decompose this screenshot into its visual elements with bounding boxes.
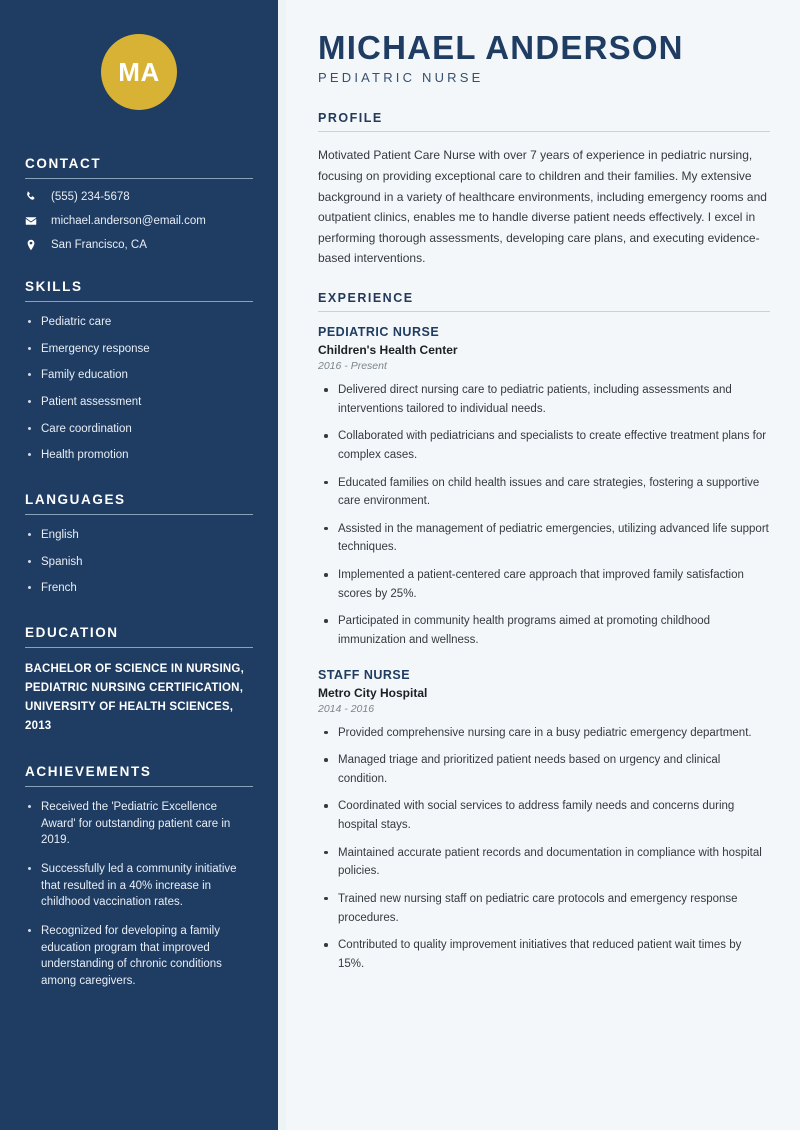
experience-bullet-list: [318, 724, 770, 974]
list-item: Managed triage and prioritized patient needs based on urgency and clinical condition.: [318, 751, 770, 788]
list-item: Coordinated with social services to address family needs and concerns during hospital stays.: [318, 797, 770, 834]
main-content: [286, 0, 800, 1130]
profile-text: Motivated Patient Care Nurse with over 7 years of experience in pediatric nursing, focusing on providing exceptional care to children and their families. My extensive background in a variety of healthcare environments, including emergency rooms and outpatient clinics, enables me to handle diverse patient needs effectively. I excel in performing thorough assessments, developing care plans, and executing evidence-based interventions.: [318, 148, 767, 266]
list-item: Pediatric care: [25, 314, 253, 331]
contact-item-phone[interactable]: [25, 191, 253, 203]
languages-section: [25, 492, 253, 597]
list-item: Implemented a patient-centered care approach that improved family satisfaction scores by 25%.: [318, 566, 770, 603]
list-item: Contributed to quality improvement initiatives that reduced patient wait times by 15%.: [318, 936, 770, 973]
phone-icon: [25, 191, 43, 203]
experience-section: [318, 291, 770, 973]
education-section: [25, 625, 253, 736]
list-item: Health promotion: [25, 447, 253, 464]
list-item: Recognized for developing a family education program that improved understanding of chronic conditions among caregivers.: [25, 923, 253, 990]
list-item: Family education: [25, 367, 253, 384]
contact-phone-value: (555) 234-5678: [51, 191, 130, 203]
profile-section: [318, 111, 770, 269]
sidebar-main-separator: [278, 0, 286, 1130]
page-title: MICHAEL ANDERSON: [318, 29, 684, 66]
list-item: Collaborated with pediatricians and specialists to create effective treatment plans for complex cases.: [318, 427, 770, 464]
education-line: UNIVERSITY OF HEALTH SCIENCES, 2013: [25, 700, 234, 732]
experience-job-title: STAFF NURSE: [318, 667, 411, 682]
contact-divider: [25, 178, 253, 179]
achievements-heading: ACHIEVEMENTS: [25, 763, 152, 779]
skills-list: [25, 314, 253, 464]
experience-entry: [318, 668, 770, 974]
profile-heading: PROFILE: [318, 111, 383, 126]
experience-dates: 2016 - Present: [318, 360, 387, 373]
education-details: [25, 660, 253, 736]
list-item: French: [25, 580, 253, 597]
experience-job-title: PEDIATRIC NURSE: [318, 325, 440, 340]
skills-divider: [25, 301, 253, 302]
contact-section: [25, 156, 253, 251]
list-item: Provided comprehensive nursing care in a busy pediatric emergency department.: [318, 724, 770, 743]
list-item: Care coordination: [25, 421, 253, 438]
languages-heading: LANGUAGES: [25, 492, 126, 508]
profile-divider: [318, 131, 770, 132]
experience-dates: 2014 - 2016: [318, 702, 375, 715]
list-item: Spanish: [25, 554, 253, 571]
list-item: English: [25, 527, 253, 544]
avatar-container: [25, 0, 253, 120]
experience-heading: EXPERIENCE: [318, 291, 414, 306]
experience-company: Children's Health Center: [318, 343, 458, 358]
education-divider: [25, 647, 253, 648]
list-item: Patient assessment: [25, 394, 253, 411]
envelope-icon: [25, 215, 43, 227]
experience-bullet-list: [318, 381, 770, 650]
education-line: PEDIATRIC NURSING CERTIFICATION,: [25, 682, 244, 695]
experience-entry: [318, 325, 770, 650]
education-heading: EDUCATION: [25, 625, 119, 641]
list-item: Trained new nursing staff on pediatric care protocols and emergency response procedures.: [318, 890, 770, 927]
languages-list: [25, 527, 253, 597]
list-item: Received the 'Pediatric Excellence Award' for outstanding patient care in 2019.: [25, 799, 253, 849]
list-item: Delivered direct nursing care to pediatric patients, including assessments and interventions tailored to individual needs.: [318, 381, 770, 418]
sidebar: [0, 0, 278, 1130]
job-subtitle: PEDIATRIC NURSE: [318, 70, 484, 86]
contact-email-value: michael.anderson@email.com: [51, 215, 206, 227]
list-item: Maintained accurate patient records and documentation in compliance with hospital policies.: [318, 844, 770, 881]
experience-divider: [318, 311, 770, 312]
avatar-initials: MA: [101, 34, 177, 110]
list-item: Emergency response: [25, 341, 253, 358]
skills-section: [25, 279, 253, 464]
contact-heading: CONTACT: [25, 156, 102, 171]
list-item: Successfully led a community initiative that resulted in a 40% increase in childhood vaccination rates.: [25, 861, 253, 911]
contact-item-location[interactable]: [25, 239, 253, 251]
list-item: Participated in community health programs aimed at promoting childhood immunization and wellness.: [318, 612, 770, 649]
contact-location-value: San Francisco, CA: [51, 239, 147, 251]
education-line: BACHELOR OF SCIENCE IN NURSING,: [25, 663, 244, 676]
contact-item-email[interactable]: [25, 215, 253, 227]
languages-divider: [25, 514, 253, 515]
location-pin-icon: [25, 239, 43, 251]
achievements-list: [25, 799, 253, 990]
experience-company: Metro City Hospital: [318, 685, 428, 700]
achievements-section: [25, 764, 253, 990]
list-item: Assisted in the management of pediatric emergencies, utilizing advanced life support techniques.: [318, 520, 770, 557]
list-item: Educated families on child health issues and care strategies, fostering a supportive care environment.: [318, 474, 770, 511]
achievements-divider: [25, 786, 253, 787]
skills-heading: SKILLS: [25, 279, 83, 294]
